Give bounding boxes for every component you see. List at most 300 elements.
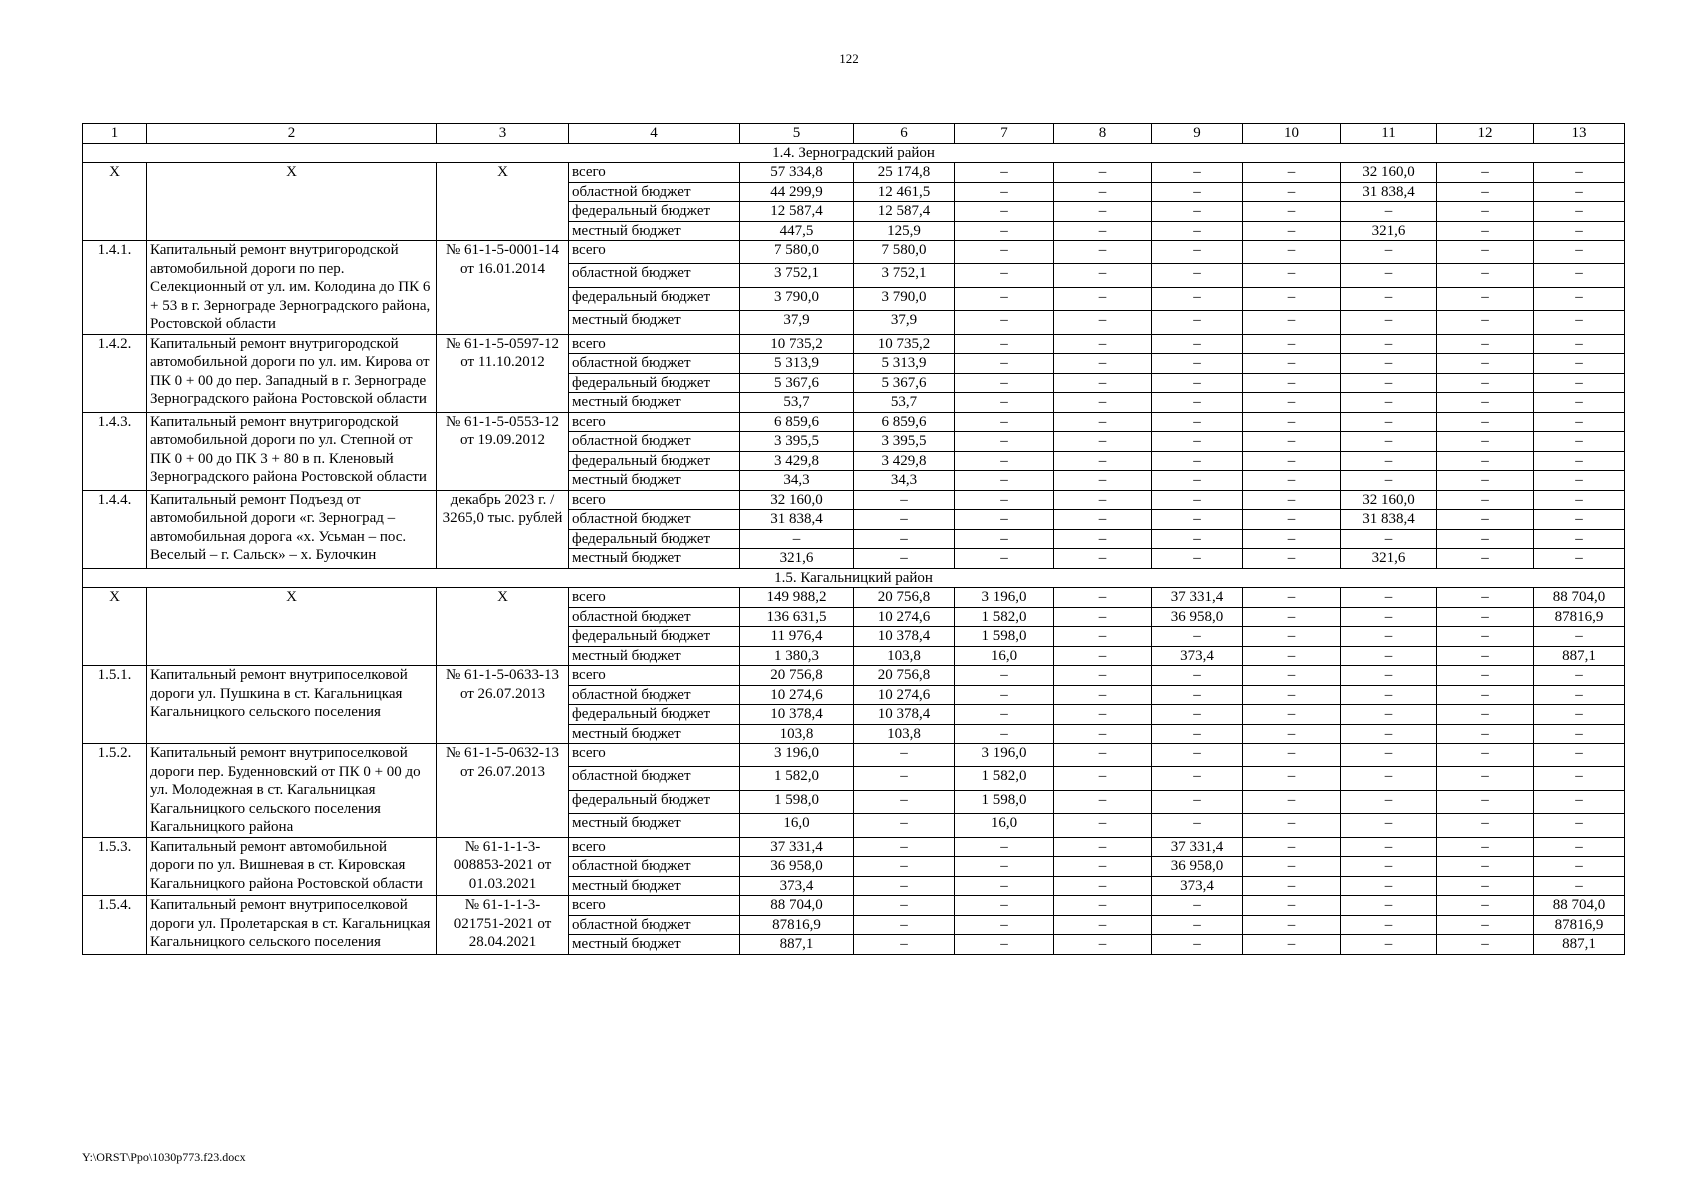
amount-cell: – [1054, 471, 1152, 491]
amount-cell: – [1054, 744, 1152, 767]
region-header-row [83, 568, 1625, 588]
funding-source-cell: областной бюджет [569, 857, 740, 877]
amount-cell: – [1152, 529, 1243, 549]
funding-source-cell: областной бюджет [569, 354, 740, 374]
amount-cell: – [1054, 896, 1152, 916]
amount-cell: – [1152, 393, 1243, 413]
funding-source-cell: всего [569, 837, 740, 857]
amount-cell: – [1341, 627, 1437, 647]
amount-cell: 7 580,0 [854, 241, 955, 264]
column-number-cell: 9 [1152, 124, 1243, 144]
amount-cell: 10 274,6 [740, 685, 854, 705]
amount-cell: – [854, 790, 955, 813]
amount-cell: – [1243, 646, 1341, 666]
funding-source-cell: всего [569, 412, 740, 432]
amount-cell: – [1054, 334, 1152, 354]
amount-cell: – [1437, 264, 1534, 287]
funding-source-cell: местный бюджет [569, 876, 740, 896]
funding-source-cell: областной бюджет [569, 767, 740, 790]
amount-cell: – [955, 837, 1054, 857]
amount-cell: 321,6 [1341, 221, 1437, 241]
amount-cell: – [1243, 334, 1341, 354]
amount-cell: – [1243, 724, 1341, 744]
amount-cell: 1 598,0 [955, 790, 1054, 813]
amount-cell: – [1054, 221, 1152, 241]
amount-cell: – [1437, 490, 1534, 510]
amount-cell: – [955, 287, 1054, 310]
amount-cell: 32 160,0 [1341, 490, 1437, 510]
amount-cell: – [1054, 837, 1152, 857]
amount-cell: – [1054, 510, 1152, 530]
amount-cell: 37,9 [854, 311, 955, 334]
amount-cell: – [1437, 837, 1534, 857]
amount-cell: – [1243, 393, 1341, 413]
amount-cell: 57 334,8 [740, 163, 854, 183]
amount-cell: – [1054, 264, 1152, 287]
amount-cell: – [1341, 790, 1437, 813]
amount-cell: 36 958,0 [740, 857, 854, 877]
amount-cell: – [1152, 202, 1243, 222]
amount-cell: 1 598,0 [955, 627, 1054, 647]
amount-cell: – [1152, 334, 1243, 354]
amount-cell: – [1437, 814, 1534, 837]
amount-cell: – [1534, 334, 1625, 354]
amount-cell: 6 859,6 [740, 412, 854, 432]
funding-row [83, 334, 1625, 354]
region-title: 1.4. Зерноградский район [83, 143, 1625, 163]
amount-cell: – [1152, 790, 1243, 813]
amount-cell: – [955, 471, 1054, 491]
amount-cell: 5 367,6 [854, 373, 955, 393]
amount-cell: – [1054, 857, 1152, 877]
amount-cell: – [1534, 767, 1625, 790]
object-name-cell: Капитальный ремонт внутрипоселковой дороги ул. Пушкина в ст. Кагальницкая Кагальницкого сельского поселения [147, 666, 437, 744]
amount-cell: 10 735,2 [740, 334, 854, 354]
amount-cell: – [1243, 935, 1341, 955]
funding-source-cell: местный бюджет [569, 311, 740, 334]
amount-cell: – [1152, 471, 1243, 491]
column-number-cell: 1 [83, 124, 147, 144]
item-number-cell: 1.5.1. [83, 666, 147, 744]
amount-cell: 12 587,4 [740, 202, 854, 222]
amount-cell: – [1341, 685, 1437, 705]
amount-cell: 373,4 [1152, 876, 1243, 896]
amount-cell: – [1437, 334, 1534, 354]
amount-cell: – [1152, 896, 1243, 916]
funding-source-cell: местный бюджет [569, 549, 740, 569]
column-number-cell: 5 [740, 124, 854, 144]
amount-cell: 20 756,8 [854, 666, 955, 686]
amount-cell: 53,7 [854, 393, 955, 413]
amount-cell: 3 790,0 [854, 287, 955, 310]
column-number-cell: 6 [854, 124, 955, 144]
document-cell: № 61-1-5-0553-12 от 19.09.2012 [437, 412, 569, 490]
amount-cell: – [854, 896, 955, 916]
amount-cell: 5 313,9 [740, 354, 854, 374]
amount-cell: – [1341, 724, 1437, 744]
amount-cell: – [1054, 646, 1152, 666]
amount-cell: – [1152, 767, 1243, 790]
amount-cell: – [1437, 451, 1534, 471]
amount-cell: 1 582,0 [955, 607, 1054, 627]
amount-cell: – [1534, 432, 1625, 452]
amount-cell: – [1341, 529, 1437, 549]
amount-cell: – [1341, 354, 1437, 374]
amount-cell: – [955, 705, 1054, 725]
amount-cell: – [1341, 334, 1437, 354]
amount-cell: – [1437, 432, 1534, 452]
funding-row [83, 163, 1625, 183]
amount-cell: 36 958,0 [1152, 607, 1243, 627]
amount-cell: – [1534, 264, 1625, 287]
column-number-row [83, 124, 1625, 144]
amount-cell: 16,0 [740, 814, 854, 837]
amount-cell: – [1534, 393, 1625, 413]
page-number: 122 [839, 51, 859, 66]
funding-source-cell: всего [569, 666, 740, 686]
amount-cell: – [1243, 705, 1341, 725]
amount-cell: – [1341, 588, 1437, 608]
amount-cell: – [955, 393, 1054, 413]
amount-cell: – [1054, 724, 1152, 744]
funding-source-cell: местный бюджет [569, 935, 740, 955]
amount-cell: – [1243, 607, 1341, 627]
amount-cell: – [1437, 896, 1534, 916]
amount-cell: – [1534, 241, 1625, 264]
amount-cell: – [1152, 490, 1243, 510]
amount-cell: – [1341, 744, 1437, 767]
amount-cell: – [955, 354, 1054, 374]
amount-cell: 53,7 [740, 393, 854, 413]
amount-cell: – [1054, 685, 1152, 705]
amount-cell: – [1341, 837, 1437, 857]
funding-row [83, 666, 1625, 686]
amount-cell: – [1341, 857, 1437, 877]
amount-cell: – [1437, 705, 1534, 725]
amount-cell: – [1054, 627, 1152, 647]
amount-cell: – [1341, 373, 1437, 393]
amount-cell: – [1534, 790, 1625, 813]
amount-cell: – [1341, 287, 1437, 310]
amount-cell: – [1054, 666, 1152, 686]
funding-source-cell: федеральный бюджет [569, 373, 740, 393]
amount-cell: – [955, 876, 1054, 896]
amount-cell: 887,1 [1534, 935, 1625, 955]
amount-cell: – [1243, 666, 1341, 686]
amount-cell: – [1054, 588, 1152, 608]
amount-cell: – [1437, 607, 1534, 627]
funding-source-cell: всего [569, 588, 740, 608]
amount-cell: – [854, 837, 955, 857]
amount-cell: 3 790,0 [740, 287, 854, 310]
amount-cell: – [1341, 202, 1437, 222]
amount-cell: – [1341, 451, 1437, 471]
footer-file-path: Y:\ORST\Ppo\1030p773.f23.docx [82, 1150, 246, 1164]
amount-cell: – [1437, 221, 1534, 241]
amount-cell: – [1534, 202, 1625, 222]
funding-source-cell: всего [569, 896, 740, 916]
amount-cell: – [1243, 529, 1341, 549]
amount-cell: – [1341, 264, 1437, 287]
object-name-cell: Капитальный ремонт внутригородской автомобильной дороги по пер. Селекционный от ул. им. Колодина до ПК 6 + 53 в г. Зернограде Зерноградского района, Ростовской области [147, 241, 437, 335]
item-number-cell: X [83, 588, 147, 666]
amount-cell: 3 196,0 [955, 744, 1054, 767]
amount-cell: 3 429,8 [740, 451, 854, 471]
column-number-cell: 12 [1437, 124, 1534, 144]
amount-cell: – [854, 529, 955, 549]
amount-cell: – [1152, 705, 1243, 725]
amount-cell: 7 580,0 [740, 241, 854, 264]
amount-cell: – [1534, 471, 1625, 491]
amount-cell: – [854, 814, 955, 837]
amount-cell: – [1243, 857, 1341, 877]
amount-cell: – [955, 490, 1054, 510]
amount-cell: – [1054, 876, 1152, 896]
amount-cell: – [1152, 163, 1243, 183]
amount-cell: – [955, 202, 1054, 222]
funding-source-cell: федеральный бюджет [569, 287, 740, 310]
amount-cell: – [955, 510, 1054, 530]
amount-cell: – [1534, 311, 1625, 334]
amount-cell: 87816,9 [1534, 607, 1625, 627]
amount-cell: – [955, 724, 1054, 744]
amount-cell: 88 704,0 [1534, 588, 1625, 608]
amount-cell: – [854, 744, 955, 767]
amount-cell: – [1437, 412, 1534, 432]
amount-cell: 136 631,5 [740, 607, 854, 627]
amount-cell: – [1243, 790, 1341, 813]
amount-cell: – [1054, 412, 1152, 432]
amount-cell: – [1054, 549, 1152, 569]
amount-cell: – [955, 412, 1054, 432]
amount-cell: – [1243, 451, 1341, 471]
amount-cell: 36 958,0 [1152, 857, 1243, 877]
amount-cell: – [1054, 373, 1152, 393]
amount-cell: – [1437, 915, 1534, 935]
amount-cell: – [955, 935, 1054, 955]
amount-cell: – [740, 529, 854, 549]
funding-source-cell: федеральный бюджет [569, 202, 740, 222]
amount-cell: – [854, 510, 955, 530]
amount-cell: – [1152, 311, 1243, 334]
amount-cell: – [1534, 373, 1625, 393]
amount-cell: – [1534, 490, 1625, 510]
amount-cell: – [1534, 354, 1625, 374]
amount-cell: – [1534, 705, 1625, 725]
amount-cell: – [955, 915, 1054, 935]
amount-cell: – [1152, 354, 1243, 374]
amount-cell: – [1534, 724, 1625, 744]
amount-cell: – [1437, 935, 1534, 955]
amount-cell: – [1054, 287, 1152, 310]
amount-cell: 373,4 [1152, 646, 1243, 666]
region-header-row [83, 143, 1625, 163]
funding-source-cell: всего [569, 334, 740, 354]
funding-source-cell: областной бюджет [569, 432, 740, 452]
amount-cell: – [1437, 790, 1534, 813]
amount-cell: 3 752,1 [854, 264, 955, 287]
amount-cell: – [1243, 471, 1341, 491]
funding-source-cell: областной бюджет [569, 685, 740, 705]
amount-cell: 10 274,6 [854, 607, 955, 627]
amount-cell: – [1054, 311, 1152, 334]
funding-source-cell: областной бюджет [569, 182, 740, 202]
amount-cell: – [1437, 471, 1534, 491]
amount-cell: – [1341, 412, 1437, 432]
amount-cell: 87816,9 [740, 915, 854, 935]
funding-source-cell: федеральный бюджет [569, 790, 740, 813]
amount-cell: – [1054, 393, 1152, 413]
item-number-cell: 1.5.2. [83, 744, 147, 838]
funding-source-cell: областной бюджет [569, 915, 740, 935]
amount-cell: – [1054, 451, 1152, 471]
column-number-cell: 8 [1054, 124, 1152, 144]
amount-cell: – [1534, 221, 1625, 241]
amount-cell: – [1243, 163, 1341, 183]
amount-cell: – [1243, 744, 1341, 767]
amount-cell: 447,5 [740, 221, 854, 241]
funding-row [83, 588, 1625, 608]
amount-cell: – [1243, 814, 1341, 837]
amount-cell: – [1437, 724, 1534, 744]
amount-cell: – [955, 221, 1054, 241]
amount-cell: – [955, 264, 1054, 287]
amount-cell: – [1437, 685, 1534, 705]
amount-cell: – [1341, 646, 1437, 666]
amount-cell: – [1243, 287, 1341, 310]
column-number-cell: 2 [147, 124, 437, 144]
amount-cell: – [1534, 529, 1625, 549]
amount-cell: – [1341, 705, 1437, 725]
document-cell: № 61-1-1-3-008853-2021 от 01.03.2021 [437, 837, 569, 896]
amount-cell: – [1243, 510, 1341, 530]
amount-cell: – [1437, 627, 1534, 647]
funding-row [83, 241, 1625, 264]
amount-cell: – [955, 685, 1054, 705]
amount-cell: – [854, 915, 955, 935]
amount-cell: – [1534, 685, 1625, 705]
amount-cell: – [1243, 685, 1341, 705]
item-number-cell: 1.4.2. [83, 334, 147, 412]
amount-cell: – [1341, 241, 1437, 264]
amount-cell: – [955, 432, 1054, 452]
funding-row [83, 896, 1625, 916]
amount-cell: – [1152, 412, 1243, 432]
amount-cell: – [1437, 549, 1534, 569]
amount-cell: 31 838,4 [740, 510, 854, 530]
amount-cell: – [1534, 163, 1625, 183]
document-cell: № 61-1-5-0632-13 от 26.07.2013 [437, 744, 569, 838]
funding-source-cell: федеральный бюджет [569, 529, 740, 549]
amount-cell: 321,6 [1341, 549, 1437, 569]
amount-cell: 10 378,4 [740, 705, 854, 725]
funding-row [83, 744, 1625, 767]
amount-cell: – [1152, 935, 1243, 955]
amount-cell: – [1243, 915, 1341, 935]
amount-cell: – [1534, 412, 1625, 432]
amount-cell: – [955, 241, 1054, 264]
amount-cell: – [1243, 182, 1341, 202]
amount-cell: – [955, 896, 1054, 916]
document-cell: № 61-1-5-0001-14 от 16.01.2014 [437, 241, 569, 335]
amount-cell: 125,9 [854, 221, 955, 241]
object-name-cell: X [147, 163, 437, 241]
amount-cell: – [955, 311, 1054, 334]
amount-cell: – [854, 549, 955, 569]
amount-cell: 3 395,5 [740, 432, 854, 452]
amount-cell: – [1534, 857, 1625, 877]
amount-cell: – [1437, 666, 1534, 686]
amount-cell: 34,3 [854, 471, 955, 491]
amount-cell: – [1341, 767, 1437, 790]
amount-cell: – [1054, 935, 1152, 955]
amount-cell: – [1054, 182, 1152, 202]
amount-cell: – [1437, 744, 1534, 767]
funding-source-cell: областной бюджет [569, 264, 740, 287]
amount-cell: – [1054, 354, 1152, 374]
amount-cell: – [1243, 354, 1341, 374]
item-number-cell: X [83, 163, 147, 241]
object-name-cell: X [147, 588, 437, 666]
document-cell: № 61-1-5-0597-12 от 11.10.2012 [437, 334, 569, 412]
column-number-cell: 4 [569, 124, 740, 144]
amount-cell: – [955, 666, 1054, 686]
amount-cell: – [1243, 311, 1341, 334]
amount-cell: 20 756,8 [854, 588, 955, 608]
funding-source-cell: всего [569, 241, 740, 264]
object-name-cell: Капитальный ремонт автомобильной дороги по ул. Вишневая в ст. Кировская Кагальницкого района Ростовской области [147, 837, 437, 896]
amount-cell: – [1054, 202, 1152, 222]
amount-cell: – [1243, 627, 1341, 647]
amount-cell: – [1152, 432, 1243, 452]
funding-row [83, 837, 1625, 857]
object-name-cell: Капитальный ремонт внутригородской автомобильной дороги по ул. им. Кирова от ПК 0 + 00 до пер. Западный в г. Зернограде Зерноградского района Ростовской области [147, 334, 437, 412]
amount-cell: – [854, 767, 955, 790]
amount-cell: 1 582,0 [955, 767, 1054, 790]
amount-cell: 1 582,0 [740, 767, 854, 790]
amount-cell: – [1437, 646, 1534, 666]
amount-cell: – [1437, 876, 1534, 896]
amount-cell: – [1341, 876, 1437, 896]
amount-cell: – [1152, 549, 1243, 569]
amount-cell: 88 704,0 [740, 896, 854, 916]
amount-cell: – [1054, 163, 1152, 183]
amount-cell: – [1152, 287, 1243, 310]
amount-cell: – [1054, 767, 1152, 790]
funding-source-cell: всего [569, 744, 740, 767]
amount-cell: – [955, 182, 1054, 202]
column-number-cell: 11 [1341, 124, 1437, 144]
amount-cell: 37,9 [740, 311, 854, 334]
amount-cell: – [1243, 896, 1341, 916]
amount-cell: – [1243, 767, 1341, 790]
amount-cell: 37 331,4 [1152, 588, 1243, 608]
amount-cell: – [1152, 510, 1243, 530]
amount-cell: – [1243, 202, 1341, 222]
amount-cell: 103,8 [854, 646, 955, 666]
object-name-cell: Капитальный ремонт внутрипоселковой дороги ул. Пролетарская в ст. Кагальницкая Кагальницкого сельского поселения [147, 896, 437, 955]
funding-source-cell: местный бюджет [569, 814, 740, 837]
amount-cell: – [1054, 241, 1152, 264]
amount-cell: 34,3 [740, 471, 854, 491]
funding-source-cell: областной бюджет [569, 607, 740, 627]
amount-cell: 3 752,1 [740, 264, 854, 287]
amount-cell: – [1437, 767, 1534, 790]
amount-cell: – [1437, 163, 1534, 183]
amount-cell: – [1243, 837, 1341, 857]
amount-cell: – [955, 529, 1054, 549]
object-name-cell: Капитальный ремонт Подъезд от автомобильной дороги «г. Зерноград – автомобильная дорога «х. Усьман – пос. Веселый – г. Сальск» – х. Булочкин [147, 490, 437, 568]
